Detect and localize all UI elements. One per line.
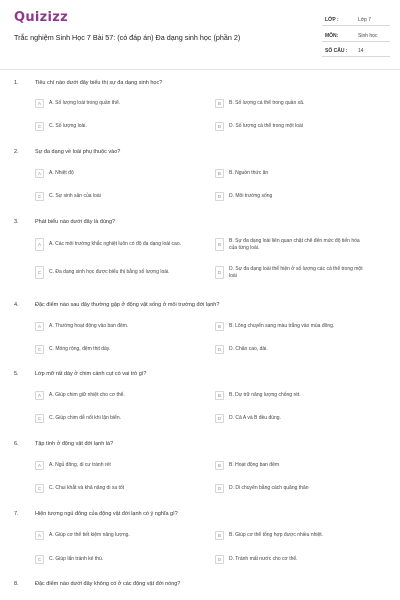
option-text: C. Sự sinh sản của loài (49, 193, 101, 200)
option-c[interactable] (35, 484, 187, 493)
option-letter: B (215, 238, 224, 251)
question-number: 7. (14, 511, 19, 517)
option-b[interactable] (215, 99, 367, 108)
option-letter: D (215, 555, 224, 564)
option-b[interactable] (215, 531, 367, 540)
option-letter: A (35, 531, 44, 540)
option-d[interactable] (215, 414, 367, 423)
option-letter: A (35, 461, 44, 470)
question-text: Đặc điểm nào sau đây thường gặp ở động vật sống ở môi trường đới lạnh? (35, 302, 220, 308)
grade-value: Lớp 7 (358, 17, 372, 23)
subject-value: Sinh học (358, 33, 378, 39)
option-letter: D (215, 192, 224, 201)
option-letter: A (35, 169, 44, 178)
option-letter: C (35, 345, 44, 354)
option-text: B. Lông chuyển sang màu trắng vào mùa đông. (229, 323, 335, 330)
question-number: 2. (14, 149, 19, 155)
grade-label: LỚP : (325, 17, 339, 23)
worksheet-header (0, 0, 400, 70)
question-number: 1. (14, 80, 19, 86)
question-number: 4. (14, 302, 19, 308)
option-text: A. Giúp chim giữ nhiệt cho cơ thể. (49, 392, 125, 399)
option-d[interactable] (215, 122, 367, 131)
option-d[interactable] (215, 266, 367, 280)
question-text: Sự đa dạng về loài phụ thuộc vào? (35, 149, 121, 155)
question-text: Hiện tượng ngủ đông của động vật đới lạnh có ý nghĩa gì? (35, 511, 178, 517)
option-c[interactable] (35, 555, 187, 564)
option-letter: C (35, 266, 44, 279)
option-a[interactable] (35, 99, 187, 108)
option-text: B. Số lượng cá thể trong quần xã. (229, 100, 305, 107)
option-letter: B (215, 391, 224, 400)
option-letter: A (35, 99, 44, 108)
question-number: 5. (14, 371, 19, 377)
option-b[interactable] (215, 322, 367, 331)
question-text: Đặc điểm nào dưới đây không có ở các động vật đới nóng? (35, 581, 181, 587)
worksheet-title: Trắc nghiệm Sinh Học 7 Bài 57: (có đáp án) Đa dạng sinh học (phần 2) (14, 33, 241, 42)
option-letter: B (215, 461, 224, 470)
option-letter: D (215, 345, 224, 354)
option-b[interactable] (215, 461, 367, 470)
option-letter: C (35, 414, 44, 423)
option-a[interactable] (35, 322, 187, 331)
option-letter: D (215, 122, 224, 131)
option-a[interactable] (35, 531, 187, 540)
option-c[interactable] (35, 414, 187, 423)
option-text: D. Môi trường sống (229, 193, 273, 200)
option-text: D. Di chuyển bằng cách quăng thân (229, 485, 309, 492)
subject-label: MÔN: (325, 33, 339, 39)
question-text: Tiêu chí nào dưới đây biểu thị sự đa dạng sinh học? (35, 80, 163, 86)
question-text: Phát biểu nào dưới đây là đúng? (35, 219, 116, 225)
question-count-label: SỐ CÂU : (325, 48, 348, 54)
option-text: B. Hoạt động ban đêm (229, 462, 280, 469)
option-b[interactable] (215, 238, 367, 252)
option-letter: C (35, 484, 44, 493)
option-text: A. Thường hoạt động vào ban đêm. (49, 323, 129, 330)
header-divider (0, 69, 400, 70)
option-text: C. Chui khắt và khả năng di xa tốt (49, 485, 125, 492)
option-text: D. Cả A và B đều đúng. (229, 415, 281, 422)
option-text: D. Sự đa dạng loài thể hiện ở số lượng các cá thể trong một loài (229, 266, 363, 279)
option-d[interactable] (215, 484, 367, 493)
option-c[interactable] (35, 345, 187, 354)
option-letter: B (215, 322, 224, 331)
option-letter: B (215, 99, 224, 108)
option-a[interactable] (35, 391, 187, 400)
quizizz-logo: Quizizz (14, 10, 69, 25)
option-d[interactable] (215, 345, 367, 354)
option-letter: A (35, 238, 44, 251)
option-letter: D (215, 484, 224, 493)
option-text: C. Số lượng loài. (49, 123, 87, 130)
option-text: B. Nguồn thức ăn (229, 170, 269, 177)
option-text: B. Dự trữ năng lượng chống rét. (229, 392, 301, 399)
option-text: B. Giúp cơ thể tổng hợp được nhiều nhiệt. (229, 532, 324, 539)
question-count-value: 14 (358, 48, 364, 54)
option-b[interactable] (215, 391, 367, 400)
option-letter: D (215, 414, 224, 423)
option-text: C. Móng rộng, đệm thịt dày. (49, 346, 111, 353)
grade-field (322, 14, 390, 26)
option-text: D. Số lượng cá thể trong một loài (229, 123, 303, 130)
option-text: A. Số lượng loài trong quần thể. (49, 100, 121, 107)
option-letter: A (35, 322, 44, 331)
option-text: A. Ngủ đông, di cư tránh rét (49, 462, 111, 469)
question-count-field (322, 45, 390, 57)
subject-field (322, 30, 390, 42)
option-text: D. Chân cao, dài. (229, 346, 268, 353)
option-text: A. Các môi trường khắc nghiệt luôn có độ đa dạng loài cao. (49, 241, 181, 248)
option-text: C. Giúp chim dễ nổi khi lặn biển. (49, 415, 121, 422)
option-text: C. Giúp lẩn tránh kẻ thù. (49, 556, 104, 563)
option-c[interactable] (35, 192, 187, 201)
option-letter: C (35, 555, 44, 564)
option-letter: C (35, 192, 44, 201)
question-number: 8. (14, 581, 19, 587)
question-number: 3. (14, 219, 19, 225)
question-number: 6. (14, 441, 19, 447)
option-text: D. Tránh mất nước cho cơ thể. (229, 556, 298, 563)
option-text: A. Giúp cơ thể tiết kiệm năng lượng. (49, 532, 130, 539)
option-a[interactable] (35, 461, 187, 470)
option-letter: A (35, 391, 44, 400)
option-letter: B (215, 169, 224, 178)
option-d[interactable] (215, 555, 367, 564)
option-c[interactable] (35, 266, 187, 279)
option-a[interactable] (35, 169, 187, 178)
option-d[interactable] (215, 192, 367, 201)
option-letter: C (35, 122, 44, 131)
question-text: Tập tính ở động vật đới lạnh là? (35, 441, 114, 447)
option-letter: B (215, 531, 224, 540)
option-text: C. Đa dạng sinh học được biểu thị bằng số lượng loài. (49, 269, 170, 276)
option-text: A. Nhiệt độ (49, 170, 74, 177)
option-c[interactable] (35, 122, 187, 131)
option-text: B. Sự đa dạng loài liên quan chặt chẽ đến mức độ tiến hóa của từng loài. (229, 238, 360, 251)
question-text: Lớp mỡ rất dày ở chim cánh cụt có vai trò gì? (35, 371, 147, 377)
option-a[interactable] (35, 238, 187, 251)
option-letter: D (215, 266, 224, 279)
option-b[interactable] (215, 169, 367, 178)
